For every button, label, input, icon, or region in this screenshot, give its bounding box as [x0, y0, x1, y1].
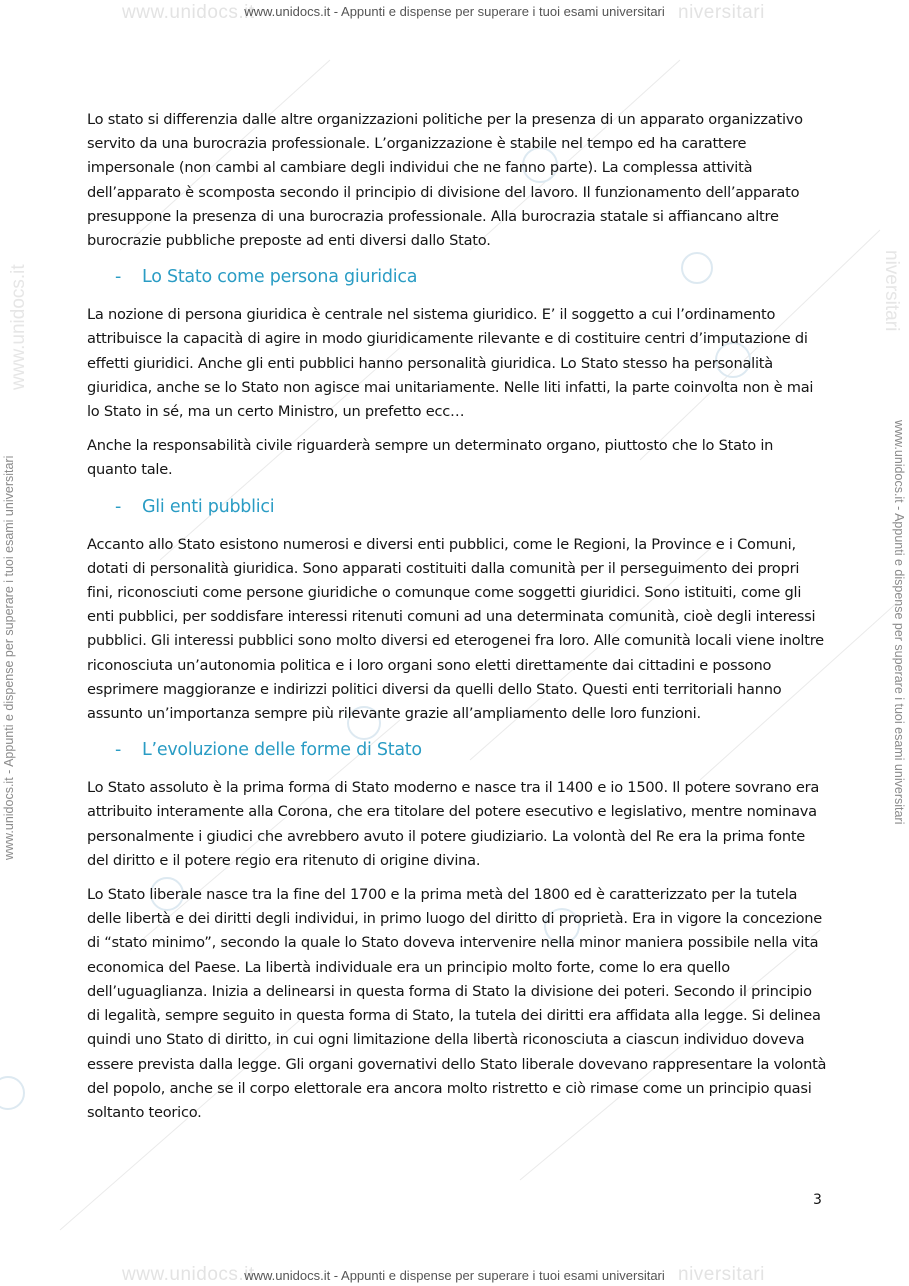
section-heading	[87, 736, 827, 764]
section-heading	[87, 493, 827, 521]
paragraph: La nozione di persona giuridica è centrale nel sistema giuridico. E’ il soggetto a cui l’ordinamento attribuisce la capacità di agire in modo giuridicamente rilevante e di costituire centri d’imputazione di effetti giuridici. Anche gli enti pubblici hanno personalità giuridica. Lo Stato stesso ha personalità giuridica, anche se lo Stato non agisce mai unitariamente. Nelle liti infatti, la parte coinvolta non è mai lo Stato in sé, ma un certo Ministro, un prefetto ecc…	[87, 306, 814, 421]
watermark-ghost-right-bottom: niversitari	[678, 1264, 765, 1285]
paragraph: Anche la responsabilità civile riguarderà sempre un determinato organo, piuttosto che lo Stato in quanto tale.	[87, 437, 774, 479]
watermark-side-ghost-right: niversitari	[881, 250, 902, 332]
heading-bullet: -	[115, 740, 122, 761]
heading-text: L’evoluzione delle forme di Stato	[142, 740, 422, 761]
section-heading	[87, 263, 827, 291]
watermark-side-left: www.unidocs.it - Appunti e dispense per superare i tuoi esami universitari	[2, 455, 16, 860]
watermark-footer: www.unidocs.it - Appunti e dispense per superare i tuoi esami universitari	[244, 1268, 665, 1283]
watermark-header: www.unidocs.it - Appunti e dispense per superare i tuoi esami universitari	[244, 4, 665, 19]
watermark-ghost-left-bottom: www.unidocs.it	[122, 1264, 255, 1285]
heading-text: Gli enti pubblici	[142, 496, 275, 517]
paragraph: Lo Stato assoluto è la prima forma di Stato moderno e nasce tra il 1400 e io 1500. Il potere sovrano era attribuito interamente alla Corona, che era titolare del potere esecutivo e legislativo, mentre nominava personalmente i giudici che avrebbero avuto il potere giudiziario. La volontà del Re era la prima fonte del diritto e il potere regio era ritenuto di origine divina.	[87, 779, 820, 869]
watermark-side-ghost-left: www.unidocs.it	[8, 264, 29, 390]
heading-bullet: -	[115, 496, 122, 517]
paragraph: Lo Stato liberale nasce tra la fine del 1700 e la prima metà del 1800 ed è caratterizzato per la tutela delle libertà e dei diritti degli individui, in primo luogo del diritto di proprietà. Era in vigore la concezione di “stato minimo”, secondo la quale lo Stato doveva intervenire nella minor maniera possibile nella vita economica del Paese. La libertà individuale era un principio molto forte, come lo era quello dell’uguaglianza. Inizia a delinearsi in questa forma di Stato la divisione dei poteri. Secondo il principio di legalità, sempre seguito in questa forma di Stato, la tutela dei diritti era affidata alla legge. Si delinea quindi uno Stato di diritto, in cui ogni limitazione della libertà riconosciuta a ciascun individuo doveva essere prevista dalla legge. Gli organi governativi dello Stato liberale dovevano rappresentare la volontà del popolo, anche se il corpo elettorale era ancora molto ristretto e ciò rimase come un principio quasi soltanto teorico.	[87, 886, 827, 1121]
paragraph: Lo stato si differenzia dalle altre organizzazioni politiche per la presenza di un apparato organizzativo servito da una burocrazia professionale. L’organizzazione è stabile nel tempo ed ha carattere impersonale (non cambi al cambiare degli individui che ne fanno parte). La complessa attività dell’apparato è scomposta secondo il principio di divisione del lavoro. Il funzionamento dell’apparato presuppone la presenza di una burocrazia professionale. Alla burocrazia statale si affiancano altre burocrazie pubbliche preposte ad enti diversi dallo Stato.	[87, 111, 803, 250]
paragraph: Accanto allo Stato esistono numerosi e diversi enti pubblici, come le Regioni, la Province e i Comuni, dotati di personalità giuridica. Sono apparati costituiti dalla comunità per il perseguimento dei propri fini, riconosciuti come persone giuridiche o comunque come soggetti giuridici. Sono istituiti, come gli enti pubblici, per soddisfare interessi ritenuti comuni ad una determinata comunità, cioè degli interessi pubblici. Gli interessi pubblici sono molto diversi ed eterogenei fra loro. Alle comunità locali viene inoltre riconosciuta un’autonomia politica e i loro organi sono eletti direttamente dai cittadini e possono esprimere maggioranze e indirizzi politici diversi da quelli dello Stato. Questi enti territoriali hanno assunto un’importanza sempre più rilevante grazie all’ampliamento delle loro funzioni.	[87, 535, 824, 723]
heading-bullet: -	[115, 267, 122, 288]
watermark-ghost-right: niversitari	[678, 2, 765, 23]
page-number: 3	[813, 1192, 822, 1208]
document-body	[87, 108, 827, 1135]
watermark-ghost-left: www.unidocs.it	[122, 2, 255, 23]
watermark-side-right: www.unidocs.it - Appunti e dispense per superare i tuoi esami universitari	[892, 420, 906, 825]
heading-text: Lo Stato come persona giuridica	[142, 267, 418, 288]
